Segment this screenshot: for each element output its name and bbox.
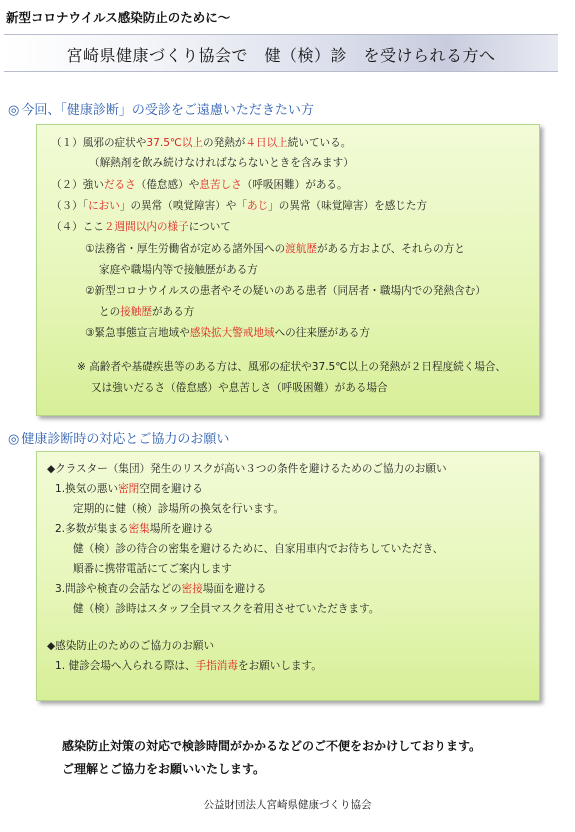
page-top-title: 新型コロナウイルス感染防止のために～ [6, 10, 231, 25]
list-item [99, 263, 258, 277]
emphasis-text: 37.5℃以上 [146, 137, 204, 149]
line-text: 2.多数が集まる [55, 523, 129, 535]
double-circle-icon: ◎ [8, 432, 20, 447]
emphasis-text: 密閉 [118, 483, 140, 495]
emphasis-text: ４日以上 [245, 137, 288, 149]
banner-title: 宮崎県健康づくり協会で 健（検）診 を受けられる方へ [66, 46, 496, 65]
line-text: ※ 高齢者や基礎疾患等のある方は、風邪の症状や37.5℃以上の発熱が２日程度続く場合、 [77, 361, 507, 373]
list-item [47, 462, 447, 476]
section1-heading-text: 今回、「健康診断」の受診をご遠慮いただきたい方 [21, 103, 314, 118]
section1-heading [8, 99, 314, 118]
line-text: （倦怠感）や [135, 179, 200, 191]
list-item [55, 582, 266, 596]
line-text: への往来歴がある方 [274, 327, 370, 339]
line-text: （解熱剤を飲み続けなければならないときを含みます） [89, 157, 354, 169]
line-text: ②新型コロナウイルスの患者やその疑いのある患者（同居者・職場内での発熱含む） [85, 285, 486, 297]
list-item [73, 562, 232, 576]
line-text: 3.問診や検査の会話などの [55, 583, 182, 595]
list-item [47, 639, 214, 653]
list-item [73, 502, 284, 516]
line-text: （４）ここ [51, 221, 104, 233]
section2-heading-text: 健康診断時の対応とご協力のお願い [21, 432, 230, 447]
emphasis-text: 息苦しさ [199, 179, 242, 191]
line-text: 順番に携帯電話にてご案内します [73, 563, 232, 575]
list-item [73, 602, 379, 616]
footer-thanks: ご理解とご協力をお願いいたします。 [62, 762, 266, 776]
list-item [51, 178, 348, 192]
line-text: 1.換気の悪い [55, 483, 119, 495]
list-item [55, 659, 322, 673]
line-text: 場面を避ける [202, 583, 267, 595]
line-text: （１）風邪の症状や [51, 137, 147, 149]
line-text: ①法務省・厚生労働省が定める諸外国への [85, 243, 286, 255]
emphasis-text: 感染拡大警戒地域 [189, 327, 275, 339]
line-text: がある方 [151, 306, 195, 318]
line-text: 健（検）診時はスタッフ全員マスクを着用させていただきます。 [73, 603, 380, 615]
title-banner [4, 34, 558, 72]
list-item [99, 305, 194, 319]
organization-name: 公益財団法人宮崎県健康づくり協会 [203, 799, 372, 811]
line-text: 場所を避ける [149, 523, 214, 535]
line-text: ◆クラスター（集団）発生のリスクが高い３つの条件を避けるためのご協力のお願い [47, 463, 447, 475]
line-text: （３）「 [51, 200, 89, 212]
line-text: との [99, 306, 121, 318]
list-item [55, 522, 213, 536]
list-item [51, 136, 351, 150]
line-text: 定期的に健（検）診場所の換気を行います。 [73, 503, 285, 515]
list-item [85, 242, 465, 256]
footer-apology: 感染防止対策の対応で検診時間がかかるなどのご不便をおかけしております。 [62, 739, 482, 753]
emphasis-text: ２週間以内の様子 [103, 221, 189, 233]
emphasis-text: におい [88, 200, 120, 212]
emphasis-text: 密集 [128, 523, 150, 535]
line-text: （２）強い [51, 179, 104, 191]
line-text: 1. 健診会場へ入られる際は、 [55, 660, 196, 672]
line-text: ③緊急事態宣言地域や [85, 327, 190, 339]
section2-panel [36, 451, 540, 701]
list-item [85, 326, 370, 340]
line-text: をお願いします。 [237, 660, 322, 672]
emphasis-text: あじ [246, 200, 269, 212]
list-item [89, 156, 354, 170]
line-text: について [188, 221, 231, 233]
emphasis-text: だるさ [103, 179, 136, 191]
emphasis-text: 接触歴 [120, 306, 152, 318]
line-text: 健（検）診の待合の密集を避けるために、自家用車内でお待ちしていただき、 [73, 543, 444, 555]
line-text: 」の異常（嗅覚障害）や「 [119, 200, 247, 212]
emphasis-text: 手指消毒 [195, 660, 238, 672]
line-text: 又は強いだるさ（倦怠感）や息苦しさ（呼吸困難）がある場合 [91, 382, 388, 394]
line-text: （呼吸困難）がある。 [241, 179, 348, 191]
list-item [51, 220, 231, 234]
line-text: がある方および、それらの方と [316, 243, 465, 255]
line-text: 」の異常（味覚障害）を感じた方 [268, 200, 428, 212]
list-item [51, 199, 427, 213]
section2-heading [8, 428, 229, 447]
line-text: 家庭や職場内等で接触歴がある方 [99, 264, 258, 276]
list-item [85, 284, 486, 298]
double-circle-icon: ◎ [8, 103, 20, 118]
line-text: ◆感染防止のためのご協力のお願い [47, 640, 215, 652]
line-text: 空間を避ける [139, 483, 203, 495]
note-line [91, 381, 388, 395]
line-text: 続いている。 [287, 137, 352, 149]
list-item [73, 542, 443, 556]
list-item [55, 482, 203, 496]
section1-panel [36, 124, 540, 416]
line-text: の発熱が [203, 137, 246, 149]
note-line [77, 360, 506, 374]
emphasis-text: 密接 [181, 583, 203, 595]
emphasis-text: 渡航歴 [285, 243, 317, 255]
